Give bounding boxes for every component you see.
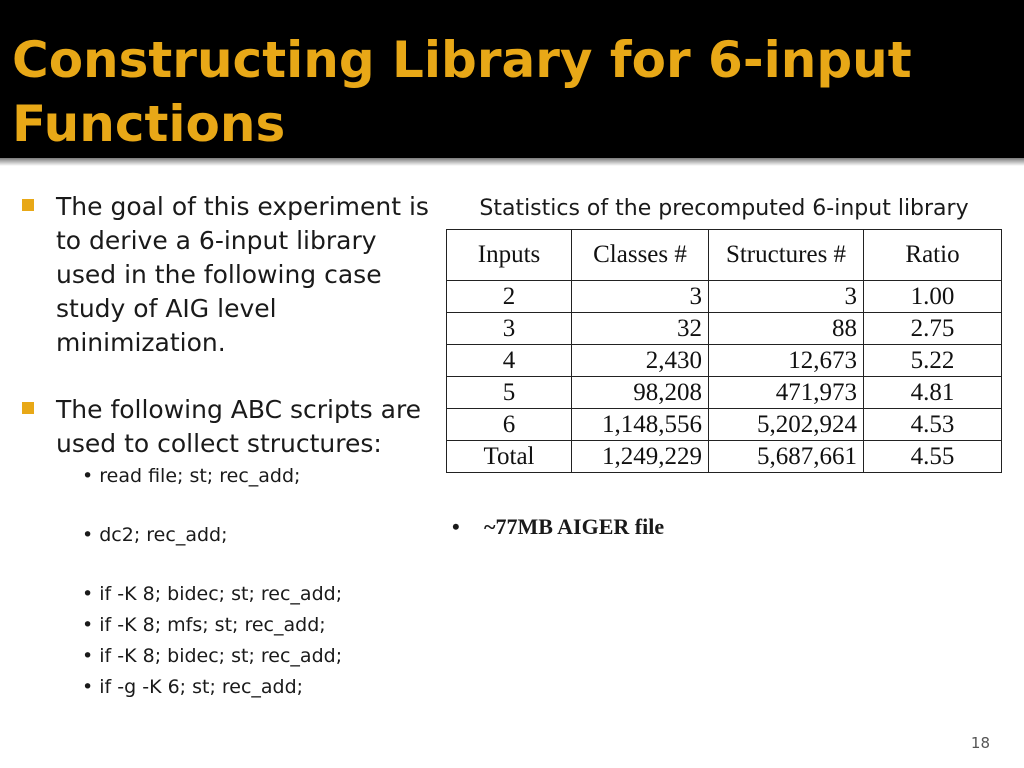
table-row-total bbox=[447, 441, 1002, 473]
column-header: Ratio bbox=[864, 230, 1002, 281]
left-column bbox=[22, 190, 432, 703]
table-cell: 1.00 bbox=[864, 281, 1002, 313]
square-bullet-icon bbox=[22, 199, 34, 211]
table-cell: 1,148,556 bbox=[572, 409, 709, 441]
table-cell: 471,973 bbox=[709, 377, 864, 409]
table-cell: 4.55 bbox=[864, 441, 1002, 473]
script-item: • dc2; rec_add; bbox=[82, 524, 228, 546]
table-row bbox=[447, 281, 1002, 313]
aiger-note-text: ~77MB AIGER file bbox=[484, 514, 665, 539]
table-cell: 5,687,661 bbox=[709, 441, 864, 473]
script-item: • if -g -K 6; st; rec_add; bbox=[82, 676, 304, 698]
table-cell: 6 bbox=[447, 409, 572, 441]
bullet-goal bbox=[22, 190, 432, 360]
script-list bbox=[82, 461, 432, 703]
table-cell: 3 bbox=[447, 313, 572, 345]
table-caption: Statistics of the precomputed 6-input library bbox=[479, 196, 969, 221]
statistics-table bbox=[446, 229, 1002, 473]
round-bullet-icon: • bbox=[452, 514, 460, 539]
script-item: • if -K 8; bidec; st; rec_add; bbox=[82, 583, 343, 605]
table-cell: 1,249,229 bbox=[572, 441, 709, 473]
table-cell: 2,430 bbox=[572, 345, 709, 377]
table-cell: 4 bbox=[447, 345, 572, 377]
script-item: • if -K 8; bidec; st; rec_add; bbox=[82, 645, 343, 667]
table-cell: 2 bbox=[447, 281, 572, 313]
table-cell: 98,208 bbox=[572, 377, 709, 409]
table-row bbox=[447, 377, 1002, 409]
bullet-goal-text: The goal of this experiment is to derive a 6-input library used in the following case study of AIG level minimization. bbox=[56, 192, 429, 357]
table-cell: 4.53 bbox=[864, 409, 1002, 441]
table-cell: 5 bbox=[447, 377, 572, 409]
bullet-scripts-text: The following ABC scripts are used to collect structures: bbox=[56, 395, 422, 458]
bullet-scripts bbox=[22, 393, 432, 461]
table-cell: 5,202,924 bbox=[709, 409, 864, 441]
slide-title: Constructing Library for 6-input Functions bbox=[12, 31, 912, 153]
table-row bbox=[447, 313, 1002, 345]
table-header-row bbox=[447, 230, 1002, 281]
script-item: • read file; st; rec_add; bbox=[82, 465, 301, 487]
page-number: 18 bbox=[970, 734, 990, 752]
table-cell: 3 bbox=[572, 281, 709, 313]
table-cell: 3 bbox=[709, 281, 864, 313]
table-cell: 12,673 bbox=[709, 345, 864, 377]
table-cell: 2.75 bbox=[864, 313, 1002, 345]
column-header: Classes # bbox=[572, 230, 709, 281]
table-cell: Total bbox=[447, 441, 572, 473]
square-bullet-icon bbox=[22, 402, 34, 414]
title-divider bbox=[0, 158, 1024, 166]
table-cell: 88 bbox=[709, 313, 864, 345]
aiger-note bbox=[452, 514, 664, 540]
table-cell: 5.22 bbox=[864, 345, 1002, 377]
table-row bbox=[447, 409, 1002, 441]
script-item: • if -K 8; mfs; st; rec_add; bbox=[82, 614, 326, 636]
table-cell: 32 bbox=[572, 313, 709, 345]
column-header: Structures # bbox=[709, 230, 864, 281]
table-cell: 4.81 bbox=[864, 377, 1002, 409]
table-row bbox=[447, 345, 1002, 377]
column-header: Inputs bbox=[447, 230, 572, 281]
